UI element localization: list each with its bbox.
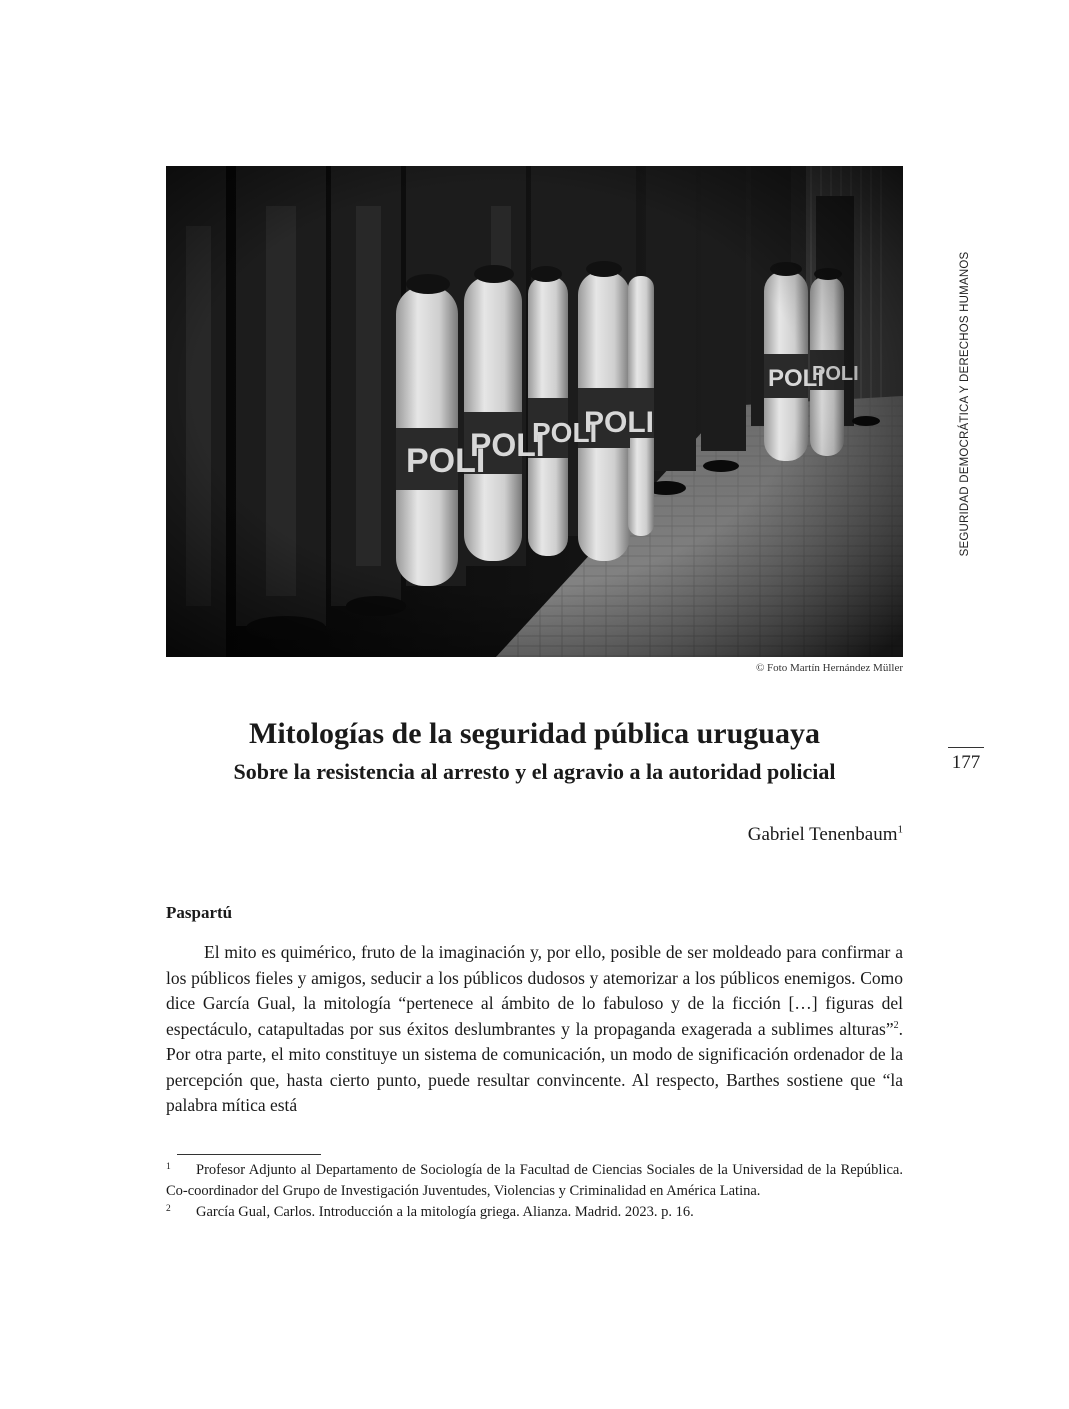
footnote-number: 1: [166, 1162, 171, 1172]
article-subtitle: Sobre la resistencia al arresto y el agravio a la autoridad policial: [233, 759, 836, 784]
author-footnote-ref: 1: [897, 823, 903, 836]
footnote-text: García Gual, Carlos. Introducción a la mitología griega. Alianza. Madrid. 2023. p. 16.: [196, 1204, 694, 1220]
page-number-rule: [948, 747, 984, 748]
footnote-ref-2: 2: [893, 1019, 899, 1031]
body-text-part2: . Por otra parte, el mito constituye un sistema de comunicación, un modo de significación ordenador de la percepción que, hasta cierto punto, puede resultar convincente. Al respecto, Barthes sostiene que “la palabra mítica está: [166, 1018, 903, 1115]
photo-credit: © Foto Martín Hernández Müller: [755, 662, 903, 674]
author-name: Gabriel Tenenbaum: [747, 824, 898, 845]
section-heading: Paspartú: [166, 903, 233, 922]
side-label-text: SEGURIDAD DEMOCRÁTICA Y DERECHOS HUMANOS: [959, 251, 971, 557]
footnote: [166, 1160, 903, 1202]
footnotes: [166, 1160, 903, 1223]
photo-illustration: [166, 166, 903, 657]
article-title: Mitologías de la seguridad pública uruguaya: [249, 717, 820, 750]
author-line: [748, 824, 903, 846]
body-text-part1: El mito es quimérico, fruto de la imaginación y, por ello, posible de ser moldeado para confirmar a los públicos fieles y amigos, seducir a los públicos dudosos y atemorizar a los públicos enemigos. Como dice García Gual, la mitología “pertenece al ámbito de lo fabuloso y de la ficción […] figuras del espectáculo, catapultadas por sus éxitos deslumbrantes y la propaganda exagerada a sublimes alturas”: [166, 942, 903, 1039]
footnote-separator: [177, 1154, 321, 1155]
footnote-number: 2: [166, 1204, 171, 1214]
page-number: 177: [951, 752, 981, 773]
footnote-text: Profesor Adjunto al Departamento de Sociología de la Facultad de Ciencias Sociales de la Universidad de la República. Co-coordinador del Grupo de Investigación Juventudes, Violencias y Criminalidad en América Latina.: [166, 1162, 903, 1199]
body-paragraph: [166, 940, 903, 1119]
footnote: [166, 1202, 903, 1223]
police-line-photo: [166, 166, 903, 657]
